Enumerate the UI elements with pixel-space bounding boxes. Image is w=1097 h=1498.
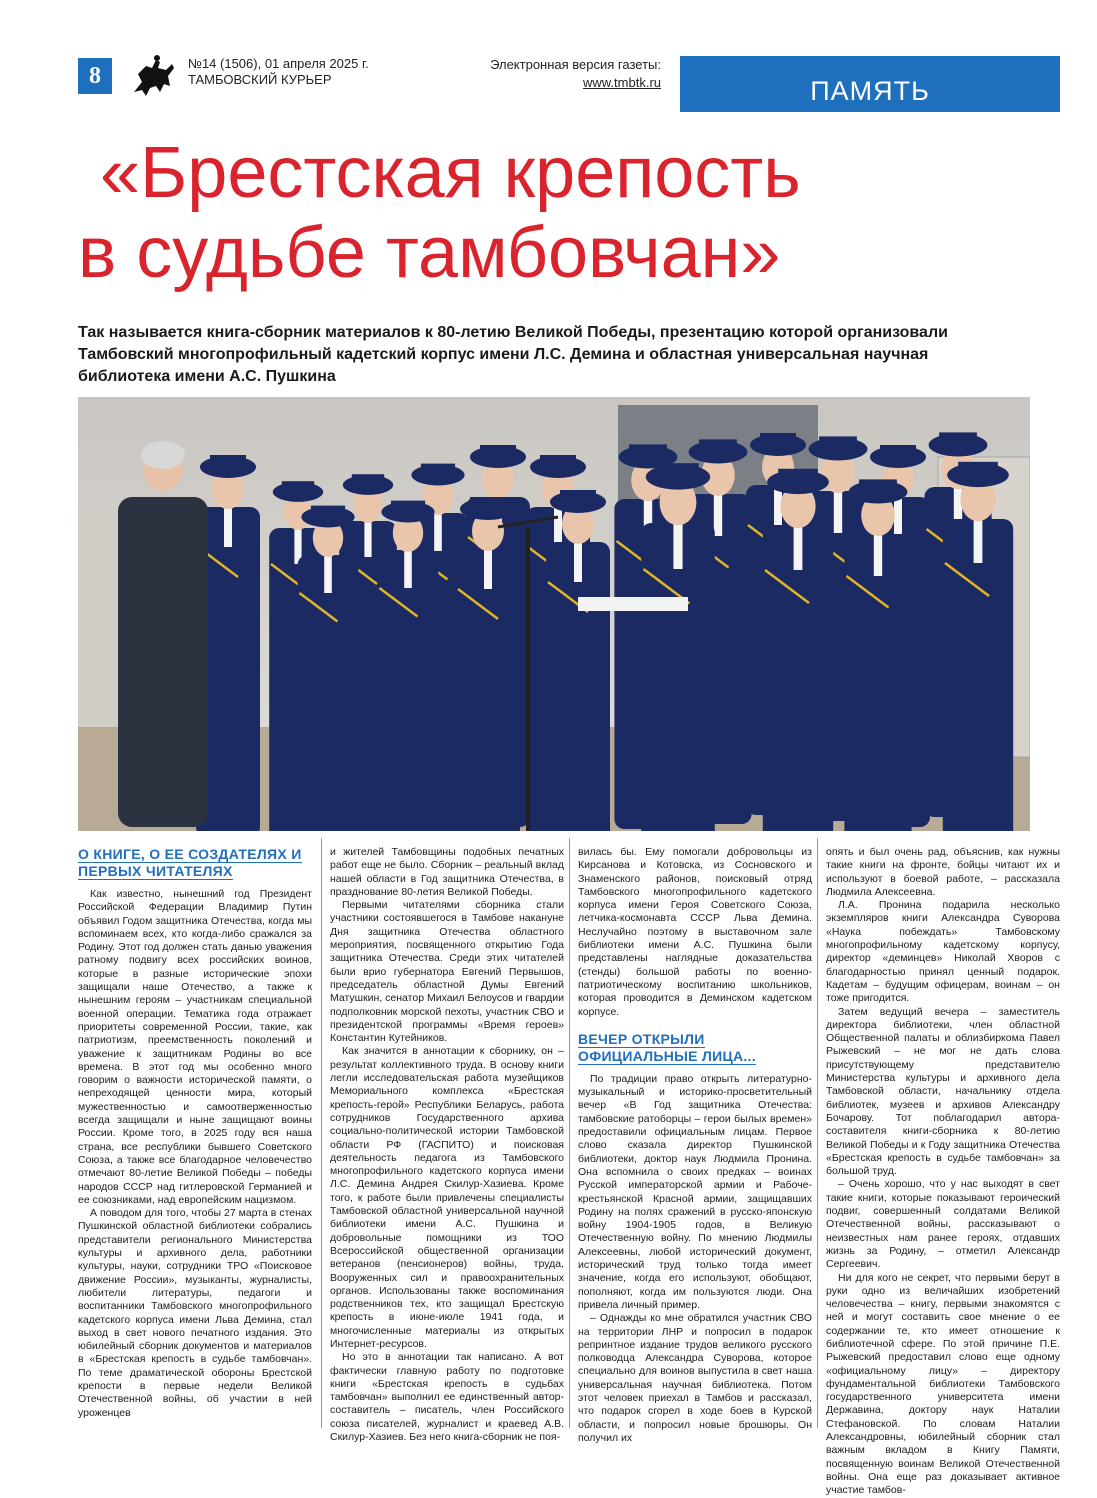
paragraph: – Однажды ко мне обратился участник СВО на территории ЛНР и попросил в подарок репринтное издание трудов великого русского полководца Александра Суворова, которое специально для воинов выпустила в свет наша универсальная научная библиотека. Потом этот человек приехал в Тамбов и рассказал, что подарок сгорел в ходе боев в Курской области, и попросил новые брошюры. Он получил их <box>578 1312 812 1444</box>
page-number: 8 <box>78 58 112 94</box>
article-title-line2: в судьбе тамбовчан» <box>78 213 781 293</box>
paragraph: – Очень хорошо, что у нас выходят в свет такие книги, которые показывают героический подвиг, совершенный солдатами Великой Отечественной войны, рассказывают о неизвестных нам ранее героях, отдавших жизнь за Родину, – отметил Александр Сергеевич. <box>826 1178 1060 1271</box>
paper-name: ТАМБОВСКИЙ КУРЬЕР <box>188 72 332 87</box>
issue-line: №14 (1506), 01 апреля 2025 г. <box>188 56 369 71</box>
article-column-4 <box>826 846 1060 1498</box>
paragraph: Первыми читателями сборника стали участники состоявшегося в Тамбове накануне Дня защитника Отечества областного мероприятия, посвященного открытию Года защитника Отечества. Среди этих читателей были врио губернатора Евгений Первышов, председатель областной Думы Евгений Матушкин, сенатор Михаил Белоусов и гвардии подполковник морской пехоты, участник СВО и президентской программы «Время героев» Константин Кутейников. <box>330 899 564 1045</box>
article-column-2 <box>330 846 564 1444</box>
subheading-officials: ВЕЧЕР ОТКРЫЛИ ОФИЦИАЛЬНЫЕ ЛИЦА... <box>578 1030 756 1064</box>
paragraph: По традиции право открыть литературно-музыкальный и историко-просветительный вечер «В Год защитника Отечества: тамбовские ратоборцы – герои былых времен» предоставили официальным лицам. Первое слово сказала директор Пушкинской библиотеки, доктор наук Людмила Пронина. Она вспомнила о своих предках – воинах Русской императорской армии и Рабоче-крестьянской Красной армии, защищавших Родину на полях сражений в русско-японскую войну 1904-1905 годов, в Великую Отечественную войну. По мнению Людмилы Алексеевны, любой исторический документ, исторический труд только тогда имеет значение, когда его используют, обобщают, пополняют, когда им пользуются люди. Она привела личный пример. <box>578 1072 812 1311</box>
column-divider <box>569 838 570 1428</box>
paragraph: и жителей Тамбовщины подобных печатных работ еще не было. Сборник – реальный вклад нашей области в Год защитника Отечества, в празднование 80-летия Великой Победы. <box>330 846 564 898</box>
article-lead: Так называется книга-сборник материалов к 80-летию Великой Победы, презентацию которой организовали Тамбовский многопрофильный кадетский корпус имени Л.С. Демина и областная универсальная научная библиотека имени А.С. Пушкина <box>78 324 948 385</box>
paragraph: Как значится в аннотации к сборнику, он – результат коллективного труда. В основу книги легли исследовательская работа музейщиков Мемориального комплекса «Брестская крепость-герой» Республики Беларусь, работа сотрудников Государственного архива социально-политической истории Тамбовской области РФ (ГАСПИТО) и поисковая деятельность педагога из Тамбовского многопрофильного кадетского корпуса имени Л.С. Демина Андрея Скилур-Хазиева. Кроме того, к работе были привлечены специалисты Тамбовской областной универсальной научной библиотеки имени А.С. Пушкина и добровольные помощники из ТОО Всероссийской общественной организации ветеранов (пенсионеров) войны, труда, Вооруженных сил и правоохранительных органов. Использованы также воспоминания родственников тех, кто защищал Брестскую крепость в июне-июле 1941 года, и многочисленные материалы из открытых Интернет-ресурсов. <box>330 1045 564 1350</box>
horse-rider-logo-icon <box>128 52 178 100</box>
column-divider <box>817 838 818 1428</box>
paragraph: Ни для кого не секрет, что первыми берут в руки одно из величайших изобретений человечества – книгу, первыми знакомятся с ней и могут составить свое мнение о ее содержании те, кто имеет отношение к библиотечной сфере. По этой причине П.Е. Рыжевский предоставил слово еще одному «официальному лицу» – директору фундаментальной библиотеки Тамбовского государственного университета имени Державина, доктору наук Наталии Стефановской. По словам Наталии Александровны, юбилейный сборник стал важным вкладом в Книгу Памяти, посвященную воинам Великой Отечественной войны. Она еще раз доказывает активное участие тамбов- <box>826 1271 1060 1497</box>
paragraph: Затем ведущий вечера – заместитель директора библиотеки, член областной Общественной палаты и облизбиркома Павел Рыжевский – не мог не дать слова присутствующему представителю Министерства культуры и архивного дела Тамбовской области, начальнику отдела библиотек, музеев и архивов Александру Бочарову. Тот поблагодарил автора-составителя книги-сборника к 80-летию Великой Победы и к Году защитника Отечества «Брестская крепость в судьбе тамбовчан» за большой труд. <box>826 1005 1060 1178</box>
issue-info <box>188 56 369 88</box>
paragraph: опять и был очень рад, объяснив, как нужны такие книги на фронте, бойцы читают их и используют в боевой работе, – рассказала Людмила Алексеевна. <box>826 846 1060 898</box>
article-column-3 <box>578 846 812 1445</box>
paragraph: Л.А. Пронина подарила несколько экземпляров книги Александра Суворова «Наука побеждать» Тамбовскому многопрофильному кадетскому корпусу, директор «деминцев» Николай Хворов с благодарностью принял ценный подарок. Кадетам – будущим офицерам, воинам – он тоже пригодится. <box>826 899 1060 1005</box>
column-divider <box>321 838 322 1428</box>
electronic-version-label: Электронная версия газеты: <box>490 57 661 72</box>
subheading-about-book: О КНИГЕ, О ЕЕ СОЗДАТЕЛЯХ И ПЕРВЫХ ЧИТАТЕЛЯХ <box>78 846 302 879</box>
article-column-1 <box>78 846 312 1420</box>
article-photo <box>78 397 1030 831</box>
section-banner: ПАМЯТЬ <box>680 56 1060 112</box>
article-title-line1: «Брестская крепость <box>100 133 801 213</box>
electronic-version <box>490 56 661 92</box>
website-link[interactable]: www.tmbtk.ru <box>582 75 661 90</box>
article-title <box>78 133 1038 293</box>
paragraph: Как известно, нынешний год Президент Российской Федерации Владимир Путин объявил Годом защитника Отечества, когда мы вспоминаем всех, кто когда-либо сражался за Родину. Этот год должен стать данью уважения ратному подвигу всех российских воинов, которые в разные исторические эпохи защищали наше Отечество, а также к нынешним героям – участникам специальной военной операции. Тематика года отражает приоритеты современной России, такие, как патриотизм, преемственность поколений и уважение к защитникам Родины во все времена. В этот год мы особенно много говорим о важности исторической памяти, о непреходящей ценности мира, который мужественностью и самоотверженностью всегда защищали и ныне защищают воины России. Кроме того, в 2025 году вся наша страна, все республики бывшего Советского Союза, а также все благодарное человечество отмечают 80-летие Великой Победы – победы народов СССР над гитлеровской Германией и ее союзниками, над европейским нацизмом. <box>78 888 312 1206</box>
paragraph: Но это в аннотации так написано. А вот фактически главную работу по подготовке книги «Брестская крепость в судьбах тамбовчан» выполнил ее единственный автор-составитель – писатель, член Российского союза писателей, журналист и краевед А.В. Скилур-Хазиев. Без него книга-сборник не поя- <box>330 1351 564 1444</box>
paragraph: А поводом для того, чтобы 27 марта в стенах Пушкинской областной библиотеки собрались представители регионального Министерства культуры и архивного дела, работники культуры, науки, сотрудники ТРО «Поисковое движение России», музыканты, журналисты, любители литературы, педагоги и воспитанники Тамбовского многопрофильного кадетского корпуса имени Льва Демина, стал выход в свет нового печатного издания. Это юбилейный сборник документов и материалов в «Брестская крепость в судьбе тамбовчан». По теме драматической обороны Брестской крепости в первые недели Великой Отечественной войны, об участии в ней уроженцев <box>78 1207 312 1419</box>
paragraph: вилась бы. Ему помогали добровольцы из Кирсанова и Котовска, из Сосновского и Знаменского районов, поисковый отряд Тамбовского многопрофильного кадетского корпуса имени Героя Советского Союза, летчика-космонавта СССР Льва Демина. Неслучайно поэтому в выставочном зале библиотеки имени А.С. Пушкина были представлены наглядные доказательства (стенды) большой работы по военно-патриотическому воспитанию школьников, которая проводится в Деминском кадетском корпусе. <box>578 846 812 1018</box>
